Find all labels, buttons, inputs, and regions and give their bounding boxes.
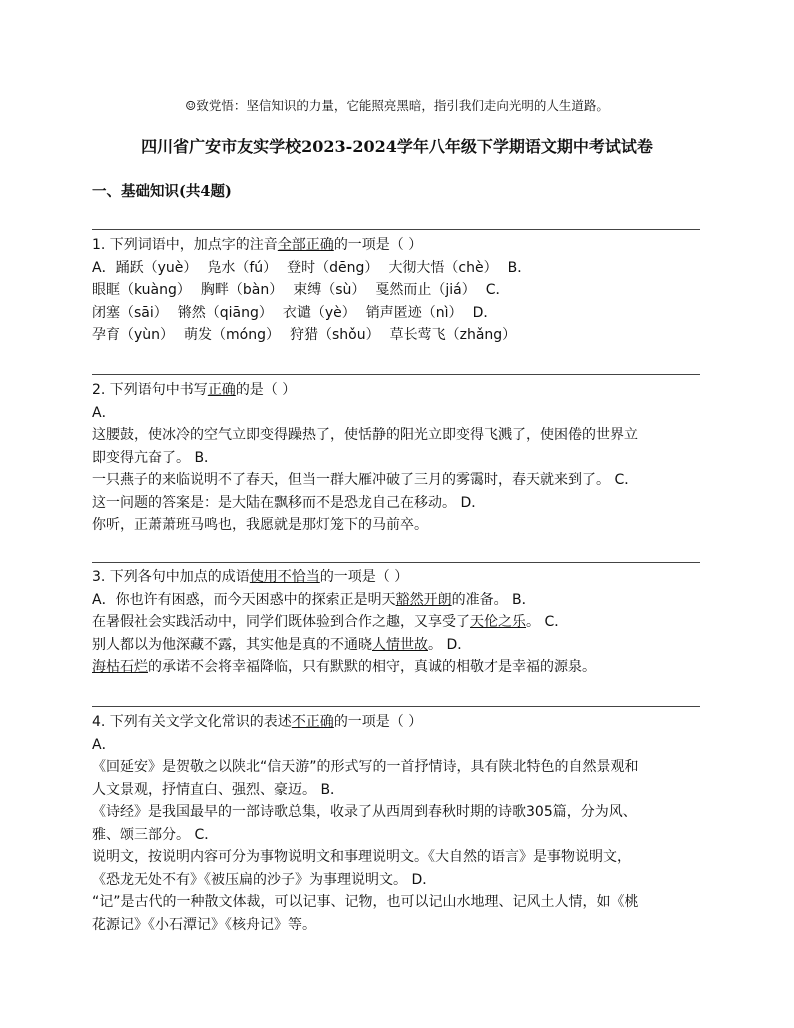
question-4	[92, 711, 704, 936]
question-2-stem: 2. 下列语句中书写正确的是（ ）	[92, 382, 297, 398]
question-divider	[92, 374, 700, 375]
question-2-text-line: 这腰鼓，使冰冷的空气立即变得躁热了，使恬静的阳光立即变得飞溅了，使困倦的世界立	[92, 427, 638, 443]
question-3-stem: 3. 下列各句中加点的成语使用不恰当的一项是（ ）	[92, 569, 409, 585]
question-4-text-line: 《回延安》是贺敬之以陕北“信天游”的形式写的一首抒情诗，具有陕北特色的自然景观和	[92, 759, 639, 775]
question-4-text-line: “记”是古代的一种散文体裁，可以记事、记物，也可以记山水地理、记风土人情，如《桃	[92, 894, 639, 910]
question-2-text-line: 这一问题的答案是：是大陆在飘移而不是恐龙自己在移动。 D．	[92, 494, 486, 511]
page-title: 四川省广安市友实学校2023-2024学年八年级下学期语文期中考试试卷	[141, 137, 653, 156]
question-3-text-line: A．你也许有困惑，而今天困惑中的探索正是明天豁然开朗的准备。 B．	[92, 591, 536, 608]
option-label: A．	[92, 736, 116, 753]
question-4-text-line: 《恐龙无处不有》《被压扁的沙子》为事理说明文。 D．	[92, 871, 437, 888]
question-2	[92, 379, 704, 537]
question-2-text-line: 即变得亢奋了。 B．	[92, 449, 219, 466]
question-1-options-line: 眼眶（kuàng） 胸畔（bàn） 束缚（sù） 戛然而止（jiá） C．	[92, 282, 510, 298]
question-divider	[92, 706, 700, 707]
question-4-text-line: 雅、颂三部分。 C．	[92, 826, 219, 843]
motto-line: ☺致党悟：坚信知识的力量，它能照亮黑暗，指引我们走向光明的人生道路。	[185, 98, 609, 113]
question-4-stem: 4. 下列有关文学文化常识的表述不正确的一项是（ ）	[92, 714, 423, 730]
question-4-text-line: 人文景观，抒情直白、强烈、豪迈。 B．	[92, 781, 345, 798]
question-4-text-line: 花源记》《小石潭记》《核舟记》等。	[92, 916, 316, 933]
question-divider	[92, 229, 700, 230]
question-divider	[92, 562, 700, 563]
question-1-options-line: 闭塞（sāi） 锵然（qiāng） 衣谴（yè） 销声匿迹（nì） D．	[92, 304, 498, 321]
question-3-text-line: 海枯石烂的承诺不会将幸福降临，只有默默的相守，真诚的相敬才是幸福的源泉。	[92, 659, 596, 675]
question-4-text-line: 《诗经》是我国最早的一部诗歌总集，收录了从西周到春秋时期的诗歌305篇，分为风、	[92, 804, 637, 820]
question-4-text-line: 说明文，按说明内容可分为事物说明文和事理说明文。《大自然的语言》是事物说明文，	[92, 849, 631, 865]
question-3	[92, 566, 704, 679]
question-1	[92, 234, 704, 347]
question-1-stem: 1. 下列词语中，加点字的注音全部正确的一项是（ ）	[92, 237, 423, 253]
question-3-text-line: 在暑假社会实践活动中，同学们既体验到合作之趣，又享受了天伦之乐。 C．	[92, 614, 569, 630]
question-1-options-line: 孕育（yùn） 萌发（móng） 狩猎（shǒu） 草长莺飞（zhǎng）	[92, 327, 517, 343]
question-1-options-line: A．踊跃（yuè） 凫水（fú） 登时（dēng） 大彻大悟（chè） B．	[92, 259, 532, 276]
section-heading: 一、基础知识(共4题)	[92, 183, 232, 200]
option-label: A．	[92, 404, 116, 421]
question-2-text-line: 一只燕子的来临说明不了春天，但当一群大雁冲破了三月的雾霭时，春天就来到了。 C．	[92, 472, 639, 488]
question-3-text-line: 别人都以为他深藏不露，其实他是真的不通晓人情世故。 D．	[92, 636, 472, 653]
question-2-text-line: 你听，正萧萧班马鸣也，我愿就是那灯笼下的马前卒。	[92, 517, 428, 533]
